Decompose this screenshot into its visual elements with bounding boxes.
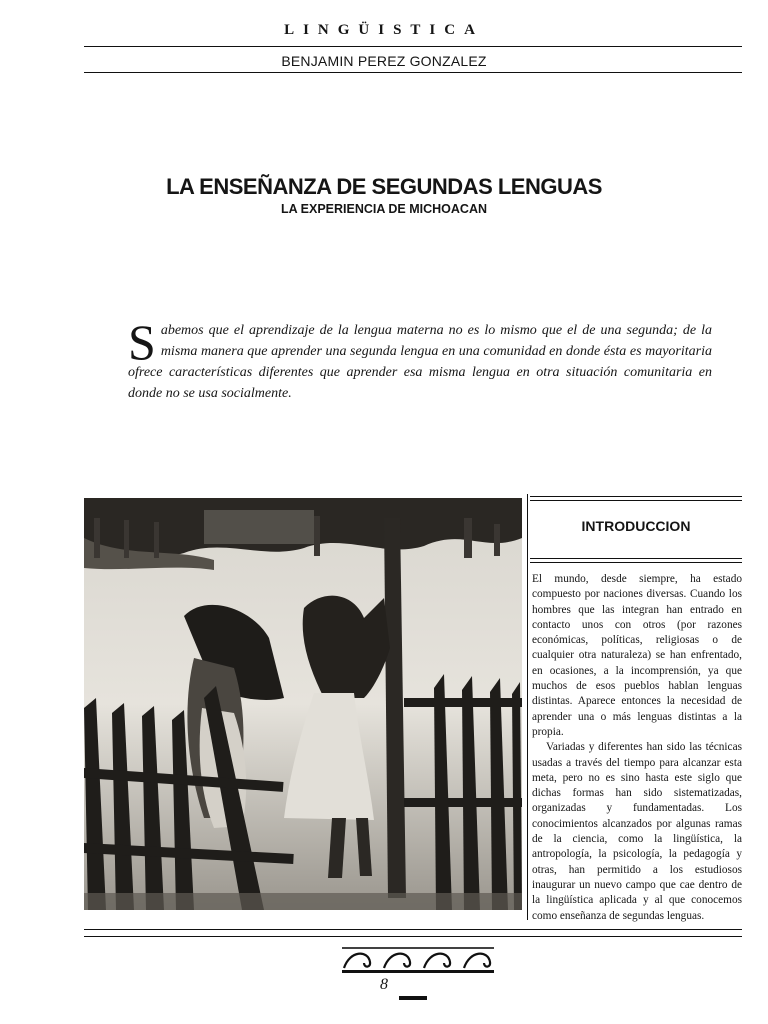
ornament-icon	[340, 946, 496, 974]
header-rule-bottom	[84, 72, 742, 73]
header-rule-top	[84, 46, 742, 47]
footer-rule-2	[84, 936, 742, 937]
footer-rule-1	[84, 929, 742, 930]
author-name: BENJAMIN PEREZ GONZALEZ	[281, 53, 487, 69]
sidebar-rule-4	[530, 562, 742, 563]
sidebar-rule-2	[530, 500, 742, 501]
column-rule	[527, 494, 528, 920]
photo-illustration	[84, 498, 522, 910]
abstract	[128, 314, 712, 404]
body-text	[532, 572, 742, 924]
body-paragraph-2: Variadas y diferentes han sido las técnicas usadas a través del tiempo para alcanzar esta meta, pero no es sino hasta este siglo que dichas formas han sido sistematizadas, organizadas y fundamentadas. Los conocimientos alcanzados por algunas ramas de la ciencia, como la lingüística, la antropología, la psicología, la pedagogía y otras, han permitido a los estudiosos inaugurar un nuevo campo que cae dentro de la lingüística aplicada y al que conocemos como enseñanza de segundas lenguas.	[532, 741, 742, 922]
sidebar-rule-1	[530, 496, 742, 497]
page-number: 8	[380, 976, 388, 993]
article-subtitle: LA EXPERIENCIA DE MICHOACAN	[280, 202, 488, 216]
running-head: LINGÜISTICA	[284, 22, 484, 38]
article-title: LA ENSEÑANZA DE SEGUNDAS LENGUAS	[166, 174, 602, 199]
body-paragraph-1: El mundo, desde siempre, ha estado compuesto por naciones diversas. Cuando los hombres que las integran han entrado en contacto unos con otros (por razones económicas, políticas, religiosas o de cualquier otra naturaleza) se han enfrentado, en ocasiones, a la incomprensión, ya que muchos de esos pueblos hablan lenguas distintas. Aparece entonces la necesidad de aprender una o más lenguas distintas a la propia.	[532, 573, 742, 738]
page-number-bar	[399, 996, 427, 1000]
section-heading: INTRODUCCION	[581, 518, 691, 534]
drop-cap: S	[128, 314, 156, 370]
abstract-text: abemos que el aprendizaje de la lengua materna no es lo mismo que el de una segunda; de la misma manera que aprender una segunda lengua en una comunidad en donde ésta es mayoritaria ofrece características diferentes que aprender esa misma lengua en otra situación comunitaria en donde no se usa socialmente.	[128, 323, 712, 401]
sidebar-rule-3	[530, 558, 742, 559]
photo-children-at-fence	[84, 498, 522, 910]
